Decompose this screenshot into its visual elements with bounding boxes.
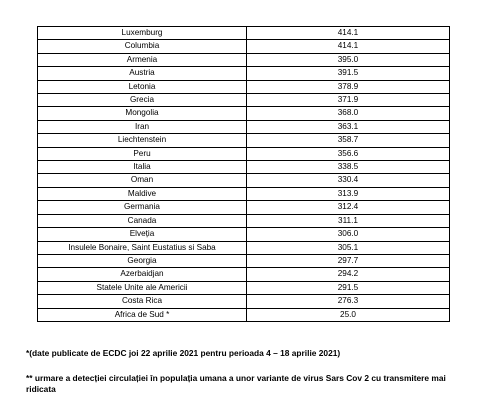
table-row	[38, 134, 450, 147]
country-cell: Luxemburg	[38, 27, 247, 40]
table-row	[38, 174, 450, 187]
country-cell: Maldive	[38, 187, 247, 200]
value-cell: 305.1	[247, 241, 450, 254]
value-cell: 311.1	[247, 214, 450, 227]
country-cell: Austria	[38, 67, 247, 80]
value-cell: 356.6	[247, 147, 450, 160]
table-row	[38, 147, 450, 160]
footnote-source: *(date publicate de ECDC joi 22 aprilie 2021 pentru perioada 4 – 18 aprilie 2021)	[26, 348, 341, 358]
value-cell: 294.2	[247, 268, 450, 281]
value-cell: 291.5	[247, 281, 450, 294]
table-row	[38, 187, 450, 200]
country-cell: Statele Unite ale Americii	[38, 281, 247, 294]
country-cell: Italia	[38, 161, 247, 174]
incidence-table	[37, 26, 450, 322]
table-row	[38, 40, 450, 53]
table-row	[38, 67, 450, 80]
value-cell: 306.0	[247, 228, 450, 241]
value-cell: 338.5	[247, 161, 450, 174]
table-row	[38, 254, 450, 267]
value-cell: 312.4	[247, 201, 450, 214]
country-cell: Mongolia	[38, 107, 247, 120]
country-cell: Costa Rica	[38, 295, 247, 308]
country-cell: Armenia	[38, 53, 247, 66]
value-cell: 395.0	[247, 53, 450, 66]
table-row	[38, 201, 450, 214]
table-row	[38, 214, 450, 227]
table-row	[38, 281, 450, 294]
table-body	[38, 27, 450, 322]
value-cell: 391.5	[247, 67, 450, 80]
country-cell: Peru	[38, 147, 247, 160]
value-cell: 297.7	[247, 254, 450, 267]
value-cell: 313.9	[247, 187, 450, 200]
country-cell: Insulele Bonaire, Saint Eustatius si Saba	[38, 241, 247, 254]
country-cell: Iran	[38, 120, 247, 133]
country-cell: Letonia	[38, 80, 247, 93]
country-cell: Georgia	[38, 254, 247, 267]
value-cell: 368.0	[247, 107, 450, 120]
value-cell: 330.4	[247, 174, 450, 187]
table-row	[38, 228, 450, 241]
value-cell: 358.7	[247, 134, 450, 147]
table-row	[38, 295, 450, 308]
value-cell: 276.3	[247, 295, 450, 308]
table-row	[38, 53, 450, 66]
table-row	[38, 94, 450, 107]
country-cell: Africa de Sud *	[38, 308, 247, 321]
country-cell: Grecia	[38, 94, 247, 107]
country-cell: Germania	[38, 201, 247, 214]
country-cell: Liechtenstein	[38, 134, 247, 147]
table-row	[38, 107, 450, 120]
value-cell: 363.1	[247, 120, 450, 133]
value-cell: 414.1	[247, 27, 450, 40]
table-row	[38, 120, 450, 133]
country-cell: Oman	[38, 174, 247, 187]
table-row	[38, 308, 450, 321]
country-cell: Azerbaidjan	[38, 268, 247, 281]
footnote-variants: ** urmare a detecției circulației în populația umana a unor variante de virus Sars Cov 2 cu transmitere mai ridicata	[26, 373, 446, 394]
table-row	[38, 241, 450, 254]
table-row	[38, 27, 450, 40]
value-cell: 25.0	[247, 308, 450, 321]
country-cell: Canada	[38, 214, 247, 227]
country-cell: Columbia	[38, 40, 247, 53]
table-row	[38, 268, 450, 281]
value-cell: 378.9	[247, 80, 450, 93]
table-row	[38, 80, 450, 93]
value-cell: 371.9	[247, 94, 450, 107]
value-cell: 414.1	[247, 40, 450, 53]
table-row	[38, 161, 450, 174]
country-cell: Elveția	[38, 228, 247, 241]
